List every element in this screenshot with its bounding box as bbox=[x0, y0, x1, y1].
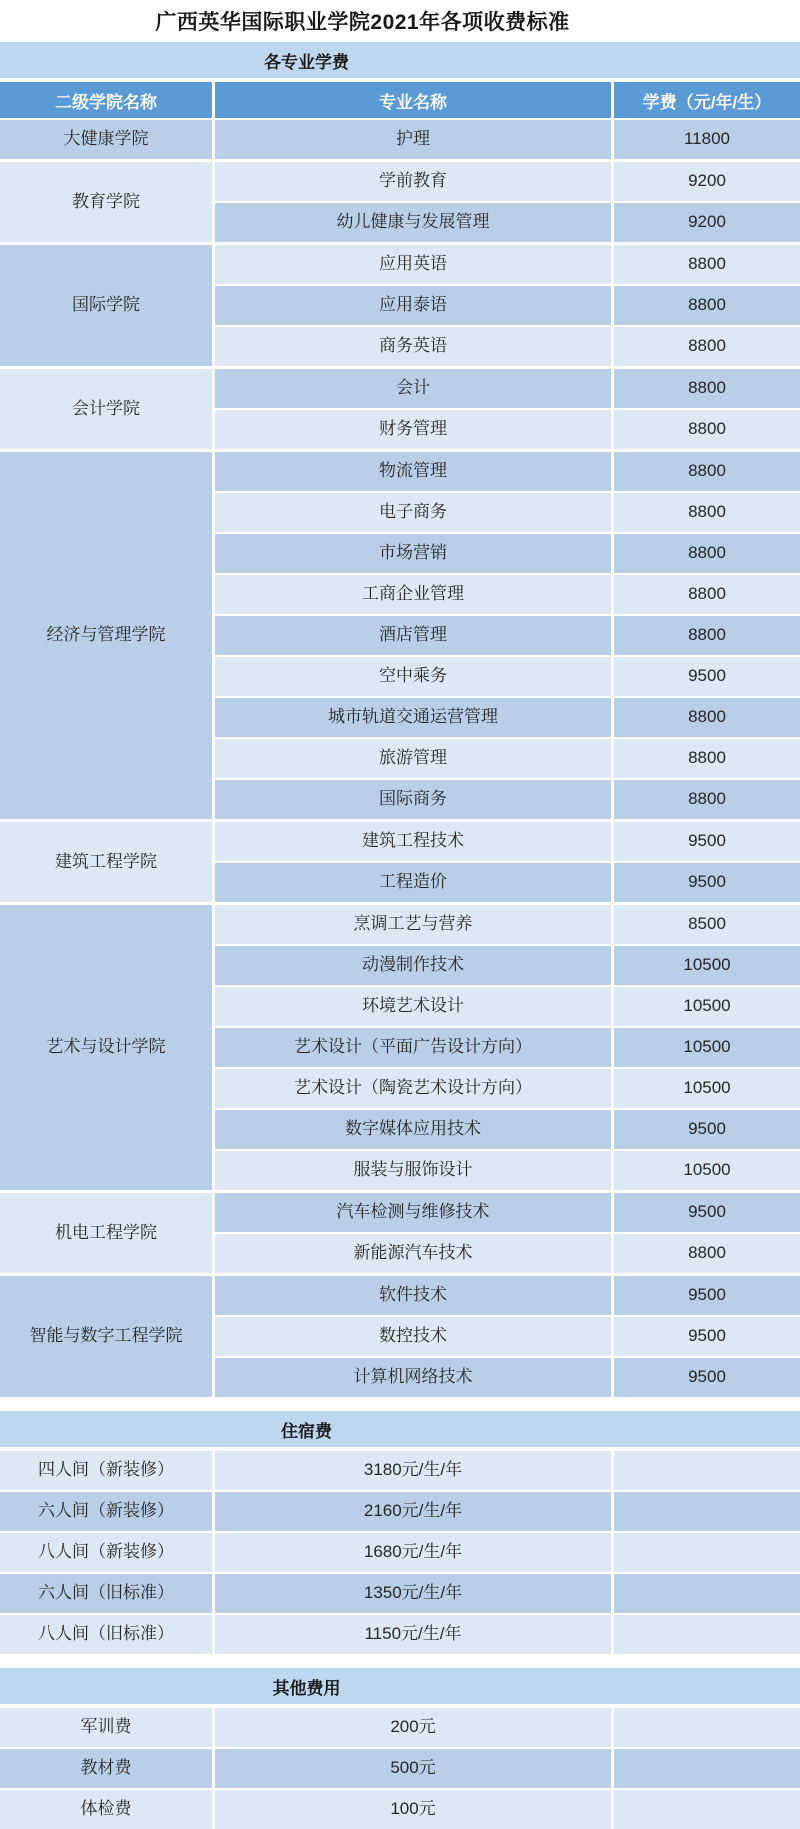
section-bar-other-fees: 其他费用 bbox=[0, 1668, 800, 1704]
tuition-header-row bbox=[0, 82, 800, 118]
major-cell: 酒店管理 bbox=[215, 616, 611, 655]
page-title: 广西英华国际职业学院2021年各项收费标准 bbox=[155, 11, 570, 34]
major-cell: 新能源汽车技术 bbox=[215, 1234, 611, 1273]
college-group bbox=[0, 1193, 800, 1273]
fee-cell: 8800 bbox=[614, 739, 800, 778]
column-header-college: 二级学院名称 bbox=[0, 82, 212, 118]
fee-cell: 8800 bbox=[614, 369, 800, 408]
column-header-fee: 学费（元/年/生） bbox=[614, 82, 800, 118]
room-price-cell: 3180元/生/年 bbox=[215, 1451, 611, 1490]
fee-cell: 9500 bbox=[614, 1317, 800, 1356]
column-header-major: 专业名称 bbox=[215, 82, 611, 118]
other-fees-table bbox=[0, 1708, 800, 1829]
major-cell: 服装与服饰设计 bbox=[215, 1151, 611, 1190]
fee-cell: 8800 bbox=[614, 493, 800, 532]
fee-cell: 8800 bbox=[614, 575, 800, 614]
college-cell: 会计学院 bbox=[0, 369, 212, 449]
college-group bbox=[0, 162, 800, 242]
accommodation-section bbox=[0, 1411, 800, 1654]
fee-cell: 10500 bbox=[614, 987, 800, 1026]
major-cell: 应用泰语 bbox=[215, 286, 611, 325]
tuition-table bbox=[0, 120, 800, 1397]
fee-cell: 10500 bbox=[614, 1028, 800, 1067]
fee-cell: 10500 bbox=[614, 946, 800, 985]
major-cell: 汽车检测与维修技术 bbox=[215, 1193, 611, 1232]
fee-cell: 9500 bbox=[614, 1110, 800, 1149]
college-cell: 教育学院 bbox=[0, 162, 212, 242]
section-bar-tuition: 各专业学费 bbox=[0, 42, 800, 78]
major-cell: 市场营销 bbox=[215, 534, 611, 573]
room-type-cell: 四人间（新装修） bbox=[0, 1451, 212, 1490]
college-cell: 经济与管理学院 bbox=[0, 452, 212, 819]
fee-item-cell: 军训费 bbox=[0, 1708, 212, 1747]
major-cell: 国际商务 bbox=[215, 780, 611, 819]
college-group bbox=[0, 452, 800, 819]
fee-cell: 9500 bbox=[614, 822, 800, 861]
major-cell: 物流管理 bbox=[215, 452, 611, 491]
fee-cell: 9500 bbox=[614, 863, 800, 902]
college-group bbox=[0, 1276, 800, 1397]
empty-cell bbox=[614, 1574, 800, 1613]
college-group bbox=[0, 245, 800, 366]
fee-cell: 8800 bbox=[614, 410, 800, 449]
major-cell: 环境艺术设计 bbox=[215, 987, 611, 1026]
fee-cell: 9200 bbox=[614, 162, 800, 201]
major-cell: 空中乘务 bbox=[215, 657, 611, 696]
room-type-cell: 八人间（新装修） bbox=[0, 1533, 212, 1572]
major-cell: 动漫制作技术 bbox=[215, 946, 611, 985]
college-group bbox=[0, 369, 800, 449]
empty-cell bbox=[614, 1615, 800, 1654]
fee-price-cell: 100元 bbox=[215, 1790, 611, 1829]
room-price-cell: 2160元/生/年 bbox=[215, 1492, 611, 1531]
major-cell: 商务英语 bbox=[215, 327, 611, 366]
major-cell: 艺术设计（陶瓷艺术设计方向） bbox=[215, 1069, 611, 1108]
room-price-cell: 1350元/生/年 bbox=[215, 1574, 611, 1613]
major-cell: 艺术设计（平面广告设计方向） bbox=[215, 1028, 611, 1067]
major-cell: 城市轨道交通运营管理 bbox=[215, 698, 611, 737]
college-group bbox=[0, 905, 800, 1190]
empty-cell bbox=[614, 1492, 800, 1531]
room-price-cell: 1150元/生/年 bbox=[215, 1615, 611, 1654]
fee-cell: 8800 bbox=[614, 534, 800, 573]
empty-cell bbox=[614, 1790, 800, 1829]
room-type-cell: 八人间（旧标准） bbox=[0, 1615, 212, 1654]
fee-cell: 8800 bbox=[614, 1234, 800, 1273]
major-cell: 数控技术 bbox=[215, 1317, 611, 1356]
fee-cell: 11800 bbox=[614, 120, 800, 159]
fee-cell: 8800 bbox=[614, 452, 800, 491]
room-price-cell: 1680元/生/年 bbox=[215, 1533, 611, 1572]
fee-cell: 8800 bbox=[614, 780, 800, 819]
other-fees-section bbox=[0, 1668, 800, 1829]
room-type-cell: 六人间（旧标准） bbox=[0, 1574, 212, 1613]
college-cell: 艺术与设计学院 bbox=[0, 905, 212, 1190]
major-cell: 电子商务 bbox=[215, 493, 611, 532]
fee-cell: 9200 bbox=[614, 203, 800, 242]
fee-cell: 9500 bbox=[614, 657, 800, 696]
empty-cell bbox=[614, 1708, 800, 1747]
empty-cell bbox=[614, 1749, 800, 1788]
major-cell: 计算机网络技术 bbox=[215, 1358, 611, 1397]
fee-cell: 8800 bbox=[614, 616, 800, 655]
fee-cell: 10500 bbox=[614, 1151, 800, 1190]
fee-cell: 9500 bbox=[614, 1193, 800, 1232]
major-cell: 应用英语 bbox=[215, 245, 611, 284]
fee-item-cell: 体检费 bbox=[0, 1790, 212, 1829]
room-type-cell: 六人间（新装修） bbox=[0, 1492, 212, 1531]
major-cell: 软件技术 bbox=[215, 1276, 611, 1315]
fee-cell: 8800 bbox=[614, 327, 800, 366]
major-cell: 建筑工程技术 bbox=[215, 822, 611, 861]
major-cell: 会计 bbox=[215, 369, 611, 408]
major-cell: 幼儿健康与发展管理 bbox=[215, 203, 611, 242]
title-bar bbox=[0, 0, 800, 42]
accommodation-table bbox=[0, 1451, 800, 1654]
college-cell: 机电工程学院 bbox=[0, 1193, 212, 1273]
college-cell: 国际学院 bbox=[0, 245, 212, 366]
college-cell: 大健康学院 bbox=[0, 120, 212, 159]
college-cell: 建筑工程学院 bbox=[0, 822, 212, 902]
major-cell: 工程造价 bbox=[215, 863, 611, 902]
empty-cell bbox=[614, 1451, 800, 1490]
empty-cell bbox=[614, 1533, 800, 1572]
fee-cell: 8500 bbox=[614, 905, 800, 944]
fee-item-cell: 教材费 bbox=[0, 1749, 212, 1788]
fee-cell: 8800 bbox=[614, 698, 800, 737]
college-group bbox=[0, 120, 800, 159]
major-cell: 学前教育 bbox=[215, 162, 611, 201]
fee-cell: 9500 bbox=[614, 1358, 800, 1397]
major-cell: 财务管理 bbox=[215, 410, 611, 449]
fee-cell: 10500 bbox=[614, 1069, 800, 1108]
major-cell: 工商企业管理 bbox=[215, 575, 611, 614]
fee-cell: 8800 bbox=[614, 286, 800, 325]
college-group bbox=[0, 822, 800, 902]
major-cell: 烹调工艺与营养 bbox=[215, 905, 611, 944]
major-cell: 护理 bbox=[215, 120, 611, 159]
college-cell: 智能与数字工程学院 bbox=[0, 1276, 212, 1397]
fee-price-cell: 500元 bbox=[215, 1749, 611, 1788]
major-cell: 数字媒体应用技术 bbox=[215, 1110, 611, 1149]
fee-price-cell: 200元 bbox=[215, 1708, 611, 1747]
fee-cell: 8800 bbox=[614, 245, 800, 284]
section-bar-accommodation: 住宿费 bbox=[0, 1411, 800, 1447]
fee-cell: 9500 bbox=[614, 1276, 800, 1315]
major-cell: 旅游管理 bbox=[215, 739, 611, 778]
